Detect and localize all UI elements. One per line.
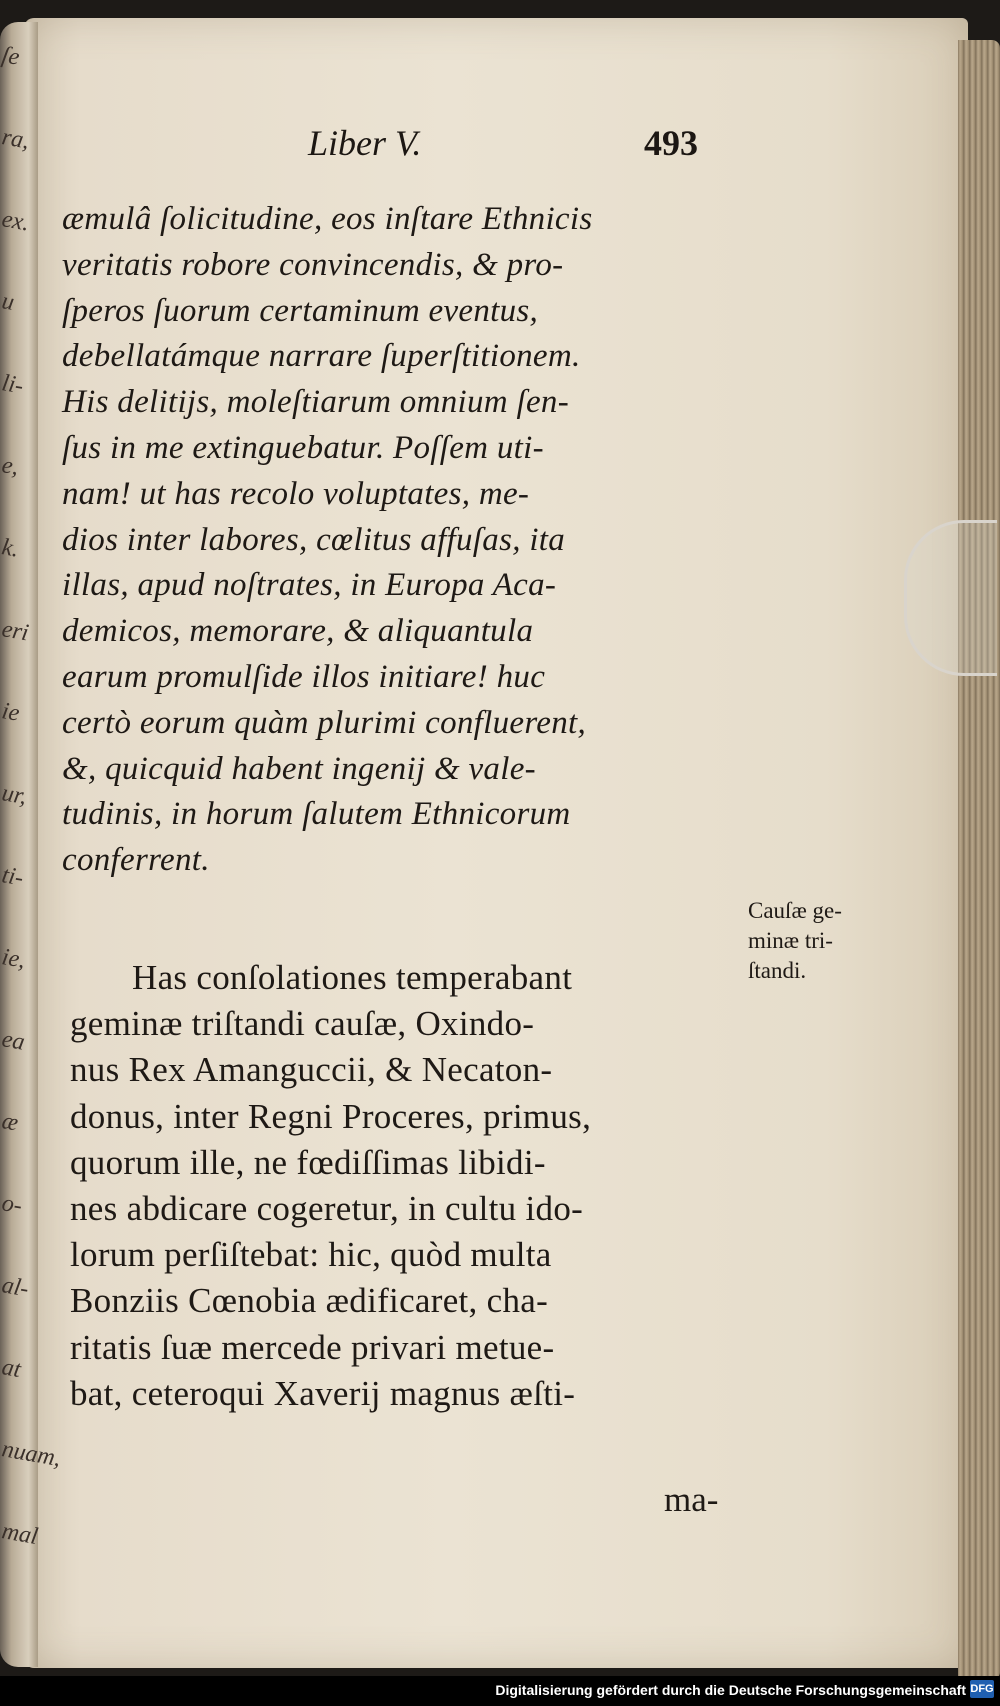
left-page-fragment: e, — [0, 452, 21, 481]
text-line: lorum perſiſtebat: hic, quòd multa — [70, 1235, 552, 1275]
left-page-fragment: li- — [0, 370, 26, 400]
left-page-fragment: u — [0, 288, 17, 316]
text-line: &, quicquid habent ingenij & vale- — [62, 750, 536, 787]
text-line: ſperos ſuorum certaminum eventus, — [62, 292, 539, 329]
left-page-fragment: æ — [0, 1108, 21, 1137]
text-line: earum promulſide illos initiare! huc — [62, 659, 546, 695]
text-line: ritatis ſuæ mercede privari metue- — [70, 1327, 555, 1367]
left-page-fragment: ſe — [0, 42, 22, 71]
left-page-fragment: ie, — [0, 944, 28, 974]
text-line: demicos, memorare, & aliquantula — [62, 613, 534, 650]
text-line: bat, ceteroqui Xaverij magnus æſti- — [70, 1373, 576, 1413]
left-page-fragment: ea — [0, 1026, 27, 1056]
text-line: conferrent. — [62, 842, 210, 879]
left-page-fragment: mal — [0, 1518, 40, 1551]
left-page-fragment: ur, — [0, 780, 29, 811]
text-line: veritatis robore convincendis, & pro- — [62, 246, 564, 283]
text-line: tudinis, in horum ſalutem Ethnicorum — [62, 796, 571, 833]
page-clip — [904, 520, 997, 676]
text-line: geminæ triſtandi cauſæ, Oxindo- — [70, 1004, 535, 1044]
text-line: quorum ille, ne fœdiſſimas libidi- — [70, 1142, 546, 1182]
marginal-note-line: Cauſæ ge- — [748, 898, 842, 923]
text-line: certò eorum quàm plurimi confluerent, — [62, 704, 587, 741]
text-line: illas, apud noſtrates, in Europa Aca- — [62, 567, 557, 604]
left-page-fragment: ex. — [0, 206, 32, 237]
running-title: Liber V. — [308, 123, 422, 163]
text-line: debellatámque narrare ſuperſtitionem. — [62, 338, 581, 375]
text-line: nus Rex Amanguccii, & Necaton- — [70, 1050, 553, 1090]
text-line: Bonziis Cœnobia ædificaret, cha- — [70, 1281, 549, 1321]
marginal-note-line: minæ tri- — [748, 928, 833, 953]
page-number: 493 — [644, 123, 698, 163]
text-line: donus, inter Regni Proceres, primus, — [70, 1096, 592, 1136]
catchword: ma- — [664, 1480, 719, 1519]
dfg-logo: DFG — [970, 1680, 994, 1698]
left-page-fragment: ra, — [0, 124, 32, 155]
left-page-fragment: ti- — [0, 862, 26, 892]
left-page-fragment: o- — [0, 1190, 25, 1220]
text-line: Has conſolationes temperabant — [132, 958, 573, 997]
left-page-fragment: eri — [0, 616, 31, 647]
left-page-fragment: nuam, — [0, 1436, 63, 1473]
left-page-fragment: al- — [0, 1272, 31, 1303]
left-page-fragment: at — [0, 1354, 23, 1384]
text-line: ſus in me extinguebatur. Poſſem uti- — [62, 430, 544, 466]
text-line: dios inter labores, cœlitus affuſas, ita — [62, 521, 566, 558]
page-edges — [958, 40, 1000, 1680]
left-page-edge — [0, 22, 63, 1667]
left-page-fragment: k. — [0, 534, 21, 563]
left-page-fragment: ie — [0, 698, 22, 727]
text-line: nam! ut has recolo voluptates, me- — [62, 475, 530, 512]
text-line: nes abdicare cogeretur, in cultu ido- — [70, 1189, 584, 1228]
digitization-credit: Digitalisierung gefördert durch die Deutsche Forschungsgemeinschaft — [495, 1682, 966, 1698]
text-line: His delitijs, moleſtiarum omnium ſen- — [62, 384, 569, 421]
marginal-note-line: ſtandi. — [748, 958, 807, 983]
text-line: æmulâ ſolicitudine, eos inſtare Ethnicis — [62, 201, 593, 237]
